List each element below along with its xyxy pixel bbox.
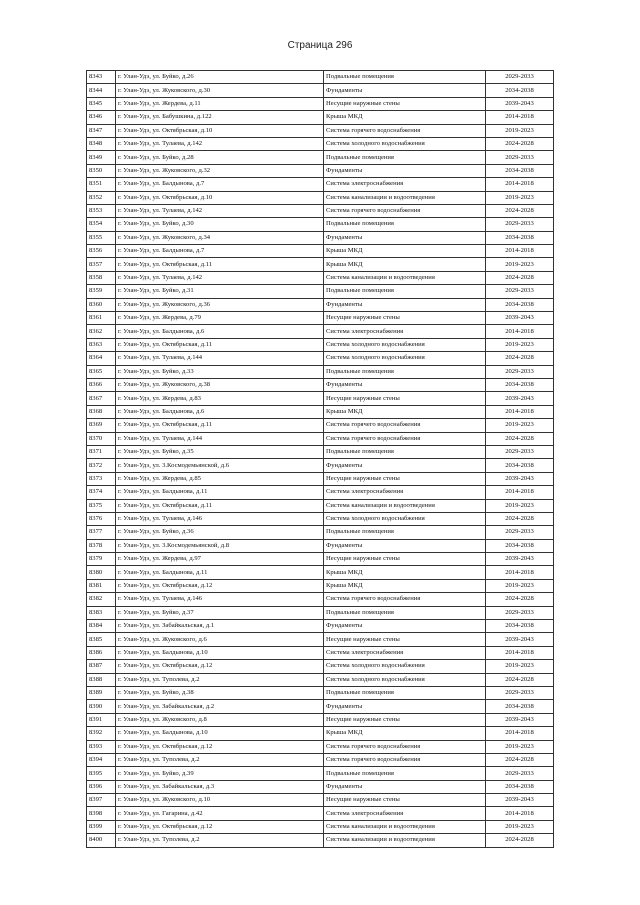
address-cell: г. Улан-Удэ, ул. Октябрьская, д.10 (116, 191, 324, 204)
period-cell: 2024-2028 (486, 673, 554, 686)
work-type-cell: Фундаменты (324, 84, 486, 97)
period-cell: 2029-2033 (486, 365, 554, 378)
address-cell: г. Улан-Удэ, ул. Буйко, д.39 (116, 767, 324, 780)
period-cell: 2034-2038 (486, 298, 554, 311)
work-type-cell: Система электроснабжения (324, 325, 486, 338)
period-cell: 2024-2028 (486, 204, 554, 217)
work-type-cell: Подвальные помещения (324, 767, 486, 780)
work-type-cell: Подвальные помещения (324, 365, 486, 378)
period-cell: 2019-2023 (486, 499, 554, 512)
work-type-cell: Подвальные помещения (324, 606, 486, 619)
address-cell: г. Улан-Удэ, ул. Балдынова, д.11 (116, 566, 324, 579)
work-type-cell: Крыша МКД (324, 258, 486, 271)
work-type-cell: Система горячего водоснабжения (324, 753, 486, 766)
table-row (87, 164, 554, 177)
table-body (87, 71, 554, 848)
address-cell: г. Улан-Удэ, ул. Жуковского, д.34 (116, 231, 324, 244)
work-type-cell: Фундаменты (324, 298, 486, 311)
work-type-cell: Несущие наружные стены (324, 312, 486, 325)
table-row (87, 673, 554, 686)
work-type-cell: Система холодного водоснабжения (324, 338, 486, 351)
address-cell: г. Улан-Удэ, ул. Балдынова, д.11 (116, 486, 324, 499)
table-row (87, 566, 554, 579)
address-cell: г. Улан-Удэ, ул. Тулаева, д.144 (116, 432, 324, 445)
address-cell: г. Улан-Удэ, ул. Жуковского, д.30 (116, 84, 324, 97)
period-cell: 2024-2028 (486, 593, 554, 606)
row-number-cell: 8399 (87, 820, 116, 833)
table-row (87, 151, 554, 164)
period-cell: 2039-2043 (486, 553, 554, 566)
row-number-cell: 8362 (87, 325, 116, 338)
table-row (87, 633, 554, 646)
address-cell: г. Улан-Удэ, ул. Бабушкина, д.122 (116, 111, 324, 124)
address-cell: г. Улан-Удэ, ул. Балдынова, д.10 (116, 727, 324, 740)
row-number-cell: 8376 (87, 512, 116, 525)
work-type-cell: Несущие наружные стены (324, 472, 486, 485)
address-cell: г. Улан-Удэ, ул. Буйко, д.26 (116, 71, 324, 84)
page-header: Страница 296 (287, 40, 353, 51)
address-cell: г. Улан-Удэ, ул. Октябрьская, д.11 (116, 338, 324, 351)
table-row (87, 740, 554, 753)
work-type-cell: Система холодного водоснабжения (324, 352, 486, 365)
address-cell: г. Улан-Удэ, ул. Жердева, д.83 (116, 392, 324, 405)
work-type-cell: Система горячего водоснабжения (324, 593, 486, 606)
period-cell: 2039-2043 (486, 392, 554, 405)
row-number-cell: 8379 (87, 553, 116, 566)
row-number-cell: 8349 (87, 151, 116, 164)
period-cell: 2039-2043 (486, 633, 554, 646)
table-row (87, 579, 554, 592)
work-type-cell: Несущие наружные стены (324, 794, 486, 807)
row-number-cell: 8345 (87, 97, 116, 110)
row-number-cell: 8359 (87, 285, 116, 298)
work-type-cell: Система горячего водоснабжения (324, 740, 486, 753)
period-cell: 2014-2018 (486, 111, 554, 124)
table-row (87, 378, 554, 391)
address-cell: г. Улан-Удэ, ул. Балдынова, д.6 (116, 405, 324, 418)
address-cell: г. Улан-Удэ, ул. Октябрьская, д.12 (116, 740, 324, 753)
period-cell: 2019-2023 (486, 419, 554, 432)
work-type-cell: Система канализации и водоотведения (324, 499, 486, 512)
work-type-cell: Несущие наружные стены (324, 553, 486, 566)
row-number-cell: 8350 (87, 164, 116, 177)
work-type-cell: Подвальные помещения (324, 526, 486, 539)
work-type-cell: Подвальные помещения (324, 218, 486, 231)
period-cell: 2024-2028 (486, 137, 554, 150)
table-row (87, 84, 554, 97)
row-number-cell: 8357 (87, 258, 116, 271)
address-cell: г. Улан-Удэ, ул. Жуковского, д.10 (116, 794, 324, 807)
row-number-cell: 8374 (87, 486, 116, 499)
address-cell: г. Улан-Удэ, ул. Буйко, д.28 (116, 151, 324, 164)
table-row (87, 459, 554, 472)
row-number-cell: 8394 (87, 753, 116, 766)
row-number-cell: 8368 (87, 405, 116, 418)
period-cell: 2034-2038 (486, 539, 554, 552)
period-cell: 2014-2018 (486, 807, 554, 820)
table-row (87, 553, 554, 566)
address-cell: г. Улан-Удэ, ул. Тулаева, д.144 (116, 352, 324, 365)
table-row (87, 646, 554, 659)
address-cell: г. Улан-Удэ, ул. Балдынова, д.7 (116, 245, 324, 258)
work-type-cell: Система горячего водоснабжения (324, 204, 486, 217)
table-row (87, 660, 554, 673)
row-number-cell: 8392 (87, 727, 116, 740)
row-number-cell: 8356 (87, 245, 116, 258)
row-number-cell: 8365 (87, 365, 116, 378)
work-type-cell: Крыша МКД (324, 245, 486, 258)
work-type-cell: Несущие наружные стены (324, 713, 486, 726)
address-cell: г. Улан-Удэ, ул. Туполева, д.2 (116, 834, 324, 847)
row-number-cell: 8381 (87, 579, 116, 592)
period-cell: 2039-2043 (486, 312, 554, 325)
period-cell: 2014-2018 (486, 405, 554, 418)
period-cell: 2019-2023 (486, 124, 554, 137)
work-type-cell: Подвальные помещения (324, 686, 486, 699)
period-cell: 2039-2043 (486, 472, 554, 485)
work-type-cell: Система канализации и водоотведения (324, 191, 486, 204)
work-type-cell: Крыша МКД (324, 566, 486, 579)
work-type-cell: Крыша МКД (324, 111, 486, 124)
period-cell: 2024-2028 (486, 753, 554, 766)
table-row (87, 325, 554, 338)
period-cell: 2024-2028 (486, 271, 554, 284)
work-type-cell: Подвальные помещения (324, 445, 486, 458)
period-cell: 2029-2033 (486, 767, 554, 780)
work-type-cell: Система холодного водоснабжения (324, 137, 486, 150)
row-number-cell: 8366 (87, 378, 116, 391)
row-number-cell: 8400 (87, 834, 116, 847)
period-cell: 2019-2023 (486, 740, 554, 753)
work-type-cell: Система электроснабжения (324, 486, 486, 499)
period-cell: 2024-2028 (486, 834, 554, 847)
row-number-cell: 8361 (87, 312, 116, 325)
table-row (87, 298, 554, 311)
row-number-cell: 8390 (87, 700, 116, 713)
address-cell: г. Улан-Удэ, ул. Жуковского, д.8 (116, 713, 324, 726)
table-row (87, 97, 554, 110)
row-number-cell: 8364 (87, 352, 116, 365)
table-row (87, 178, 554, 191)
period-cell: 2019-2023 (486, 338, 554, 351)
period-cell: 2024-2028 (486, 352, 554, 365)
period-cell: 2019-2023 (486, 258, 554, 271)
address-cell: г. Улан-Удэ, ул. Забайкальская, д.2 (116, 700, 324, 713)
address-cell: г. Улан-Удэ, ул. Октябрьская, д.10 (116, 124, 324, 137)
period-cell: 2029-2033 (486, 285, 554, 298)
work-type-cell: Система холодного водоснабжения (324, 512, 486, 525)
period-cell: 2024-2028 (486, 432, 554, 445)
period-cell: 2024-2028 (486, 512, 554, 525)
table-row (87, 352, 554, 365)
row-number-cell: 8377 (87, 526, 116, 539)
address-cell: г. Улан-Удэ, ул. Тулаева, д.142 (116, 271, 324, 284)
row-number-cell: 8389 (87, 686, 116, 699)
row-number-cell: 8370 (87, 432, 116, 445)
period-cell: 2034-2038 (486, 459, 554, 472)
row-number-cell: 8375 (87, 499, 116, 512)
work-type-cell: Система холодного водоснабжения (324, 660, 486, 673)
row-number-cell: 8398 (87, 807, 116, 820)
work-type-cell: Подвальные помещения (324, 151, 486, 164)
work-type-cell: Несущие наружные стены (324, 97, 486, 110)
table-row (87, 700, 554, 713)
address-cell: г. Улан-Удэ, ул. Буйко, д.37 (116, 606, 324, 619)
address-cell: г. Улан-Удэ, ул. Октябрьская, д.11 (116, 499, 324, 512)
row-number-cell: 8387 (87, 660, 116, 673)
period-cell: 2014-2018 (486, 646, 554, 659)
period-cell: 2014-2018 (486, 245, 554, 258)
address-cell: г. Улан-Удэ, ул. 3.Космодемьянской, д.6 (116, 459, 324, 472)
table-row (87, 285, 554, 298)
period-cell: 2034-2038 (486, 780, 554, 793)
row-number-cell: 8363 (87, 338, 116, 351)
work-type-cell: Система электроснабжения (324, 807, 486, 820)
address-cell: г. Улан-Удэ, ул. Жуковского, д.32 (116, 164, 324, 177)
period-cell: 2029-2033 (486, 686, 554, 699)
work-type-cell: Система электроснабжения (324, 646, 486, 659)
address-cell: г. Улан-Удэ, ул. Октябрьская, д.12 (116, 660, 324, 673)
period-cell: 2029-2033 (486, 218, 554, 231)
table-row (87, 807, 554, 820)
table-row (87, 767, 554, 780)
work-type-cell: Система горячего водоснабжения (324, 419, 486, 432)
table-row (87, 137, 554, 150)
table-row (87, 834, 554, 847)
address-cell: г. Улан-Удэ, ул. Балдынова, д.10 (116, 646, 324, 659)
table-row (87, 713, 554, 726)
row-number-cell: 8358 (87, 271, 116, 284)
work-type-cell: Фундаменты (324, 459, 486, 472)
period-cell: 2019-2023 (486, 579, 554, 592)
period-cell: 2014-2018 (486, 486, 554, 499)
table-row (87, 392, 554, 405)
table-row (87, 794, 554, 807)
row-number-cell: 8396 (87, 780, 116, 793)
address-cell: г. Улан-Удэ, ул. Тулаева, д.146 (116, 512, 324, 525)
work-type-cell: Крыша МКД (324, 405, 486, 418)
table-row (87, 245, 554, 258)
period-cell: 2039-2043 (486, 713, 554, 726)
table-row (87, 486, 554, 499)
period-cell: 2034-2038 (486, 378, 554, 391)
period-cell: 2019-2023 (486, 660, 554, 673)
address-cell: г. Улан-Удэ, ул. Туполева, д.2 (116, 673, 324, 686)
row-number-cell: 8386 (87, 646, 116, 659)
address-cell: г. Улан-Удэ, ул. Жердева, д.11 (116, 97, 324, 110)
address-cell: г. Улан-Удэ, ул. Буйко, д.38 (116, 686, 324, 699)
table-row (87, 686, 554, 699)
period-cell: 2039-2043 (486, 97, 554, 110)
table-row (87, 312, 554, 325)
row-number-cell: 8388 (87, 673, 116, 686)
address-cell: г. Улан-Удэ, ул. Балдынова, д.6 (116, 325, 324, 338)
table-row (87, 753, 554, 766)
table-row (87, 258, 554, 271)
work-type-cell: Система холодного водоснабжения (324, 673, 486, 686)
table-row (87, 445, 554, 458)
work-type-cell: Система канализации и водоотведения (324, 834, 486, 847)
address-cell: г. Улан-Удэ, ул. Буйко, д.36 (116, 526, 324, 539)
period-cell: 2034-2038 (486, 84, 554, 97)
address-cell: г. Улан-Удэ, ул. Забайкальская, д.1 (116, 620, 324, 633)
address-cell: г. Улан-Удэ, ул. Жердева, д.97 (116, 553, 324, 566)
address-cell: г. Улан-Удэ, ул. 3.Космодемьянской, д.8 (116, 539, 324, 552)
table-row (87, 419, 554, 432)
table-row (87, 218, 554, 231)
period-cell: 2019-2023 (486, 820, 554, 833)
period-cell: 2029-2033 (486, 151, 554, 164)
address-cell: г. Улан-Удэ, ул. Буйко, д.35 (116, 445, 324, 458)
row-number-cell: 8369 (87, 419, 116, 432)
row-number-cell: 8346 (87, 111, 116, 124)
table-row (87, 539, 554, 552)
work-type-cell: Крыша МКД (324, 579, 486, 592)
row-number-cell: 8344 (87, 84, 116, 97)
address-cell: г. Улан-Удэ, ул. Октябрьская, д.12 (116, 579, 324, 592)
table-row (87, 620, 554, 633)
row-number-cell: 8371 (87, 445, 116, 458)
period-cell: 2039-2043 (486, 794, 554, 807)
period-cell: 2014-2018 (486, 178, 554, 191)
period-cell: 2014-2018 (486, 325, 554, 338)
table-row (87, 606, 554, 619)
work-type-cell: Фундаменты (324, 231, 486, 244)
row-number-cell: 8360 (87, 298, 116, 311)
work-type-cell: Фундаменты (324, 780, 486, 793)
row-number-cell: 8347 (87, 124, 116, 137)
table-row (87, 111, 554, 124)
address-cell: г. Улан-Удэ, ул. Буйко, д.31 (116, 285, 324, 298)
work-type-cell: Фундаменты (324, 620, 486, 633)
table-row (87, 432, 554, 445)
row-number-cell: 8397 (87, 794, 116, 807)
work-type-cell: Система канализации и водоотведения (324, 820, 486, 833)
address-cell: г. Улан-Удэ, ул. Октябрьская, д.11 (116, 258, 324, 271)
table-row (87, 727, 554, 740)
row-number-cell: 8383 (87, 606, 116, 619)
address-cell: г. Улан-Удэ, ул. Тулаева, д.146 (116, 593, 324, 606)
address-cell: г. Улан-Удэ, ул. Балдынова, д.7 (116, 178, 324, 191)
period-cell: 2014-2018 (486, 566, 554, 579)
row-number-cell: 8391 (87, 713, 116, 726)
table-row (87, 204, 554, 217)
work-type-cell: Система горячего водоснабжения (324, 432, 486, 445)
work-type-cell: Система горячего водоснабжения (324, 124, 486, 137)
row-number-cell: 8354 (87, 218, 116, 231)
period-cell: 2029-2033 (486, 71, 554, 84)
address-cell: г. Улан-Удэ, ул. Туполева, д.2 (116, 753, 324, 766)
table-row (87, 820, 554, 833)
row-number-cell: 8367 (87, 392, 116, 405)
table-row (87, 472, 554, 485)
address-cell: г. Улан-Удэ, ул. Жуковского, д.38 (116, 378, 324, 391)
address-cell: г. Улан-Удэ, ул. Тулаева, д.142 (116, 204, 324, 217)
table-row (87, 191, 554, 204)
row-number-cell: 8351 (87, 178, 116, 191)
row-number-cell: 8393 (87, 740, 116, 753)
table-row (87, 780, 554, 793)
table-row (87, 71, 554, 84)
work-type-cell: Подвальные помещения (324, 71, 486, 84)
row-number-cell: 8348 (87, 137, 116, 150)
address-cell: г. Улан-Удэ, ул. Жуковского, д.6 (116, 633, 324, 646)
address-cell: г. Улан-Удэ, ул. Жердева, д.79 (116, 312, 324, 325)
work-type-cell: Несущие наружные стены (324, 633, 486, 646)
work-type-cell: Фундаменты (324, 164, 486, 177)
period-cell: 2034-2038 (486, 231, 554, 244)
address-cell: г. Улан-Удэ, ул. Октябрьская, д.12 (116, 820, 324, 833)
table-row (87, 124, 554, 137)
row-number-cell: 8373 (87, 472, 116, 485)
table-row (87, 499, 554, 512)
row-number-cell: 8380 (87, 566, 116, 579)
work-type-cell: Система электроснабжения (324, 178, 486, 191)
table-row (87, 405, 554, 418)
work-type-cell: Фундаменты (324, 539, 486, 552)
row-number-cell: 8372 (87, 459, 116, 472)
work-type-cell: Фундаменты (324, 378, 486, 391)
address-cell: г. Улан-Удэ, ул. Тулаева, д.142 (116, 137, 324, 150)
row-number-cell: 8395 (87, 767, 116, 780)
row-number-cell: 8384 (87, 620, 116, 633)
row-number-cell: 8382 (87, 593, 116, 606)
table-row (87, 231, 554, 244)
table-row (87, 365, 554, 378)
period-cell: 2019-2023 (486, 191, 554, 204)
address-cell: г. Улан-Удэ, ул. Буйко, д.33 (116, 365, 324, 378)
address-cell: г. Улан-Удэ, ул. Жердева, д.85 (116, 472, 324, 485)
row-number-cell: 8343 (87, 71, 116, 84)
row-number-cell: 8352 (87, 191, 116, 204)
table-row (87, 338, 554, 351)
address-cell: г. Улан-Удэ, ул. Октябрьская, д.11 (116, 419, 324, 432)
table-row (87, 271, 554, 284)
table-row (87, 512, 554, 525)
repair-schedule-table (86, 70, 554, 848)
period-cell: 2029-2033 (486, 445, 554, 458)
period-cell: 2034-2038 (486, 164, 554, 177)
table-row (87, 593, 554, 606)
work-type-cell: Система канализации и водоотведения (324, 271, 486, 284)
period-cell: 2029-2033 (486, 606, 554, 619)
address-cell: г. Улан-Удэ, ул. Забайкальская, д.3 (116, 780, 324, 793)
address-cell: г. Улан-Удэ, ул. Буйко, д.30 (116, 218, 324, 231)
row-number-cell: 8353 (87, 204, 116, 217)
work-type-cell: Подвальные помещения (324, 285, 486, 298)
work-type-cell: Несущие наружные стены (324, 392, 486, 405)
address-cell: г. Улан-Удэ, ул. Гагарина, д.42 (116, 807, 324, 820)
row-number-cell: 8355 (87, 231, 116, 244)
table-row (87, 526, 554, 539)
address-cell: г. Улан-Удэ, ул. Жуковского, д.36 (116, 298, 324, 311)
period-cell: 2014-2018 (486, 727, 554, 740)
period-cell: 2029-2033 (486, 526, 554, 539)
work-type-cell: Крыша МКД (324, 727, 486, 740)
work-type-cell: Фундаменты (324, 700, 486, 713)
row-number-cell: 8378 (87, 539, 116, 552)
period-cell: 2034-2038 (486, 620, 554, 633)
row-number-cell: 8385 (87, 633, 116, 646)
period-cell: 2034-2038 (486, 700, 554, 713)
